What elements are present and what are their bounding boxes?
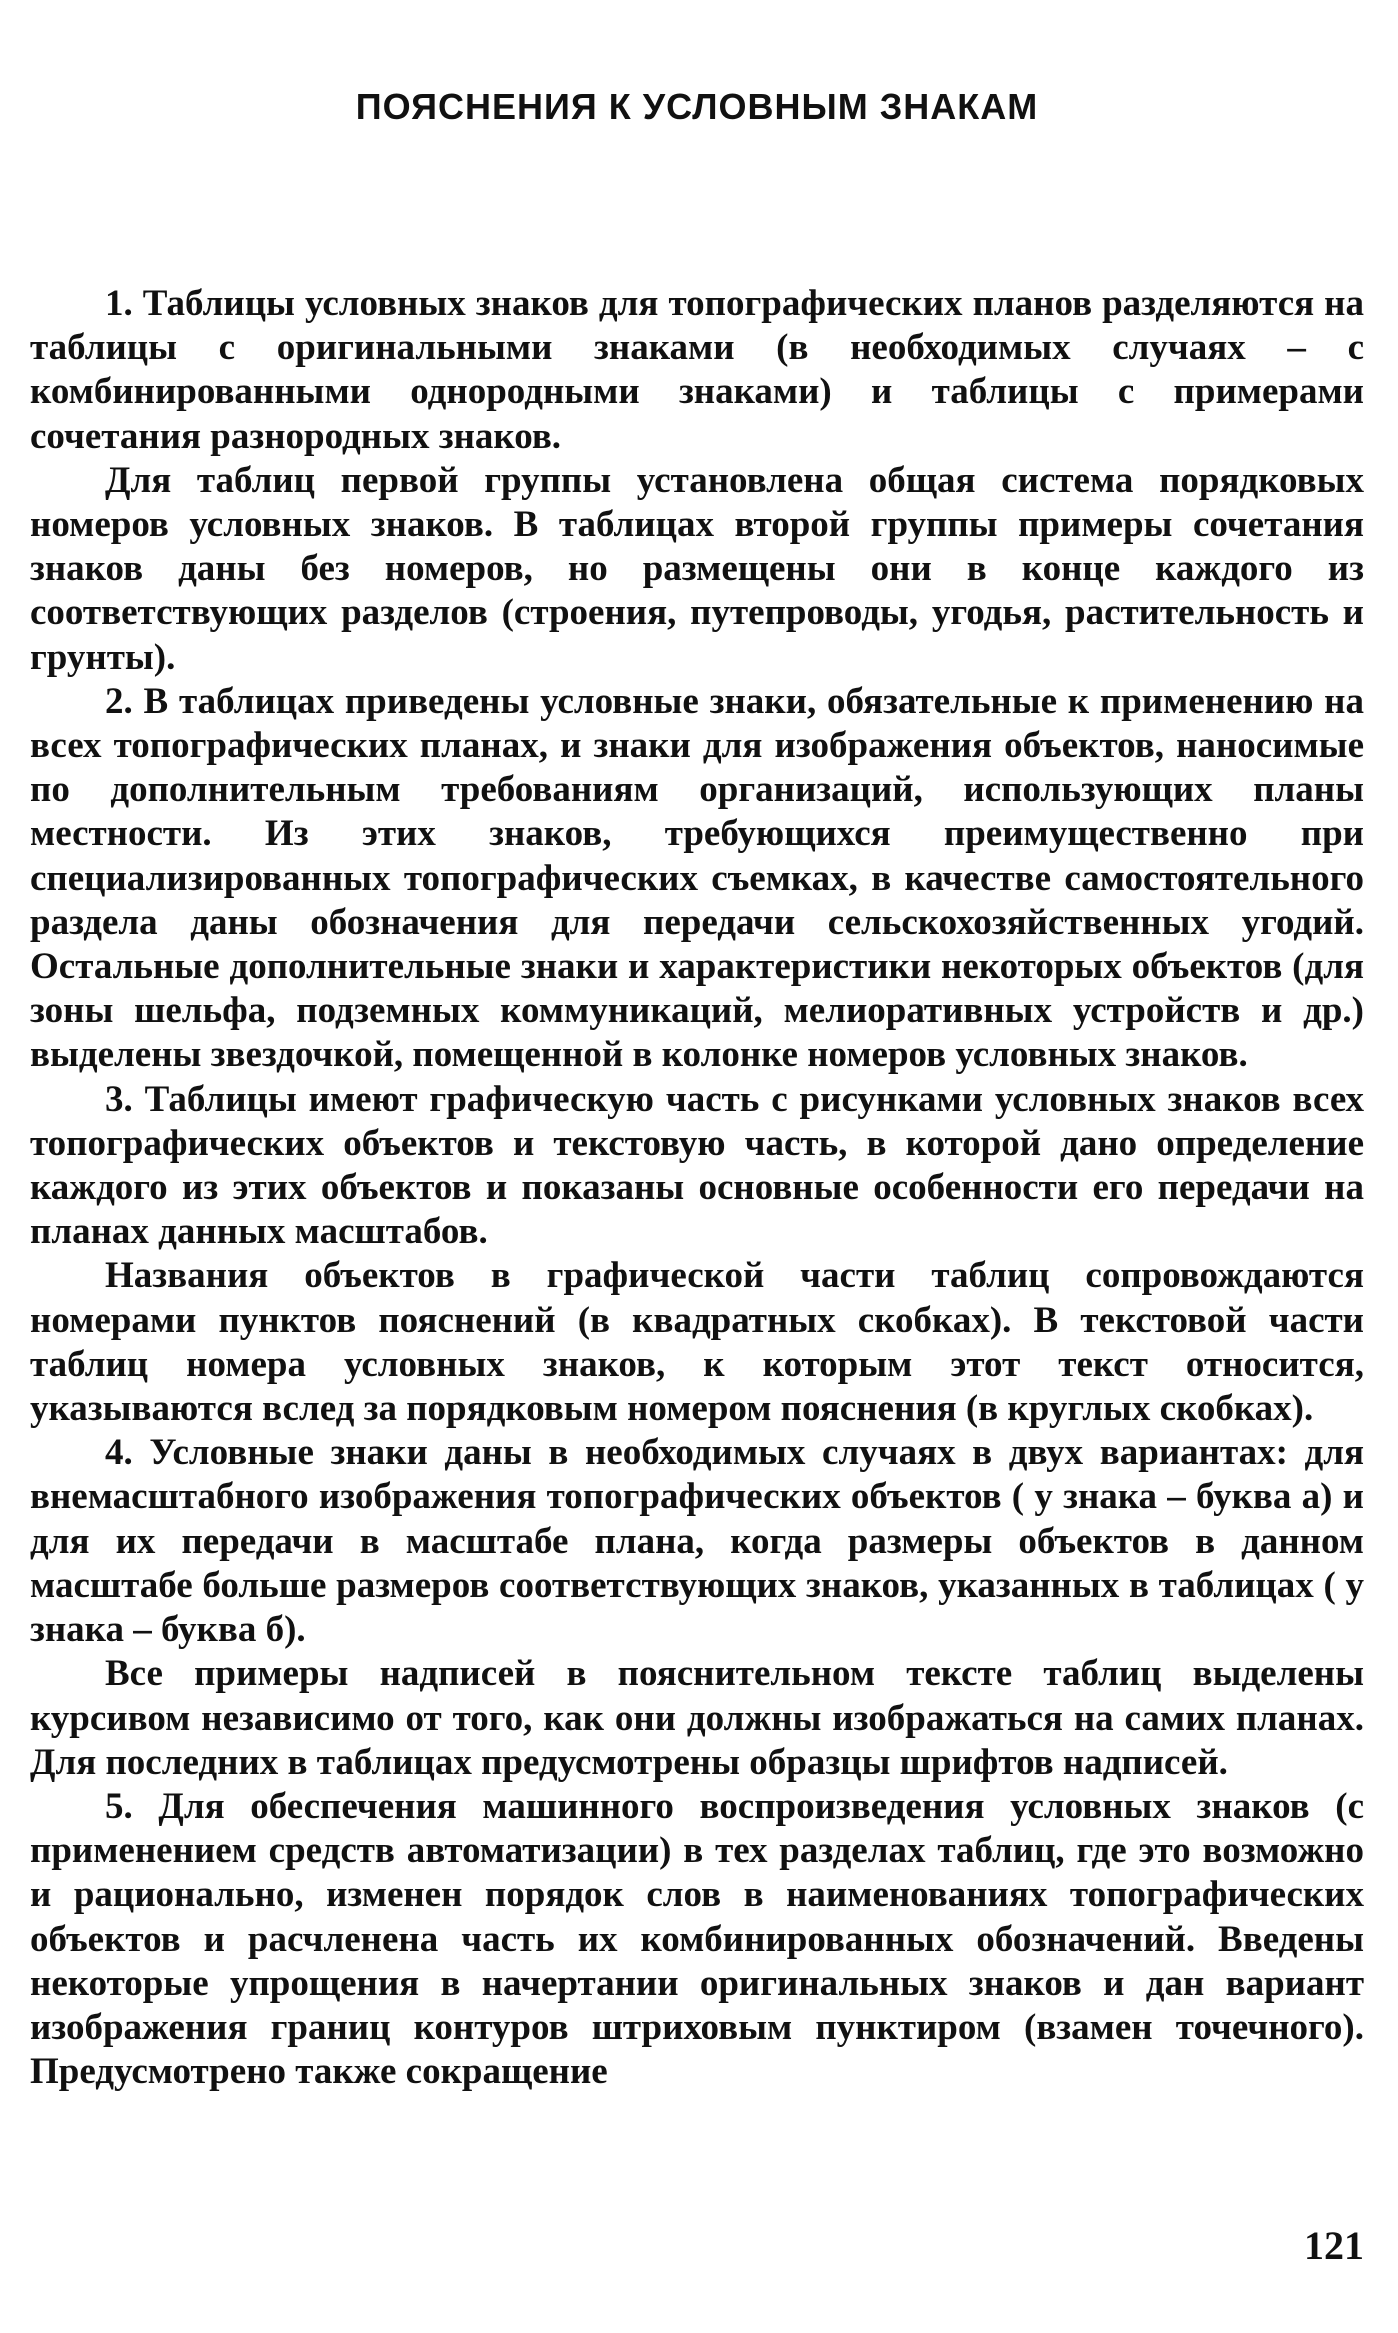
paragraph-7: Все примеры надписей в пояснительном тексте таблиц выделены курсивом независимо от того, как они должны изображаться на самих планах. Для последних в таблицах предусмотрены образцы шрифтов надписей.	[30, 1653, 1364, 1783]
page-number: 121	[1304, 2223, 1364, 2268]
paragraph-3: 2. В таблицах приведены условные знаки, обязательные к применению на всех топографических планах, и знаки для изображения объектов, наносимые по дополнительным требованиям организаций, использующих планы местности. Из этих знаков, требующихся преимущественно при специализированных топографических съемках, в качестве самостоятельного раздела даны обозначения для передачи сельскохозяйственных угодий. Остальные дополнительные знаки и характеристики некоторых объектов (для зоны шельфа, подземных коммуникаций, мелиоративных устройств и др.) выделены звездочкой, помещенной в колонке номеров условных знаков.	[30, 680, 1364, 1076]
paragraph-1: 1. Таблицы условных знаков для топографических планов разделяются на таблицы с оригинальными знаками (в необходимых случаях – с комбинированными однородными знаками) и таблицы с примерами сочетания разнородных знаков.	[30, 283, 1364, 457]
paragraph-4: 3. Таблицы имеют графическую часть с рисунками условных знаков всех топографических объектов и текстовую часть, в которой дано определение каждого из этих объектов и показаны основные особенности его передачи на планах данных масштабов.	[30, 1078, 1364, 1253]
body-text	[30, 282, 1364, 2094]
paragraph-8: 5. Для обеспечения машинного воспроизведения условных знаков (с применением средств автоматизации) в тех разделах таблиц, где это возможно и рационально, изменен порядок слов в наименованиях топографических объектов и расчленена часть их комбинированных обозначений. Введены некоторые упрощения в начертании оригинальных знаков и дан вариант изображения границ контуров штриховым пунктиром (взамен точечного). Предусмотрено также сокращение	[30, 1785, 1364, 2093]
paragraph-5: Названия объектов в графической части таблиц сопровождаются номерами пунктов пояснений (в квадратных скобках). В текстовой части таблиц номера условных знаков, к которым этот текст относится, указываются вслед за порядковым номером пояснения (в круглых скобках).	[30, 1255, 1364, 1430]
page-heading: ПОЯСНЕНИЯ К УСЛОВНЫМ ЗНАКАМ	[355, 86, 1039, 127]
paragraph-6: 4. Условные знаки даны в необходимых случаях в двух вариантах: для внемасштабного изображения топографических объектов ( у знака – буква а) и для их передачи в масштабе плана, когда размеры объектов в данном масштабе больше размеров соответствующих знаков, указанных в таблицах ( у знака – буква б).	[30, 1432, 1364, 1651]
paragraph-2: Для таблиц первой группы установлена общая система порядковых номеров условных знаков. В таблицах второй группы примеры сочетания знаков даны без номеров, но размещены они в конце каждого из соответствующих разделов (строения, путепроводы, угодья, растительность и грунты).	[30, 459, 1364, 678]
document-page	[30, 0, 1364, 2333]
